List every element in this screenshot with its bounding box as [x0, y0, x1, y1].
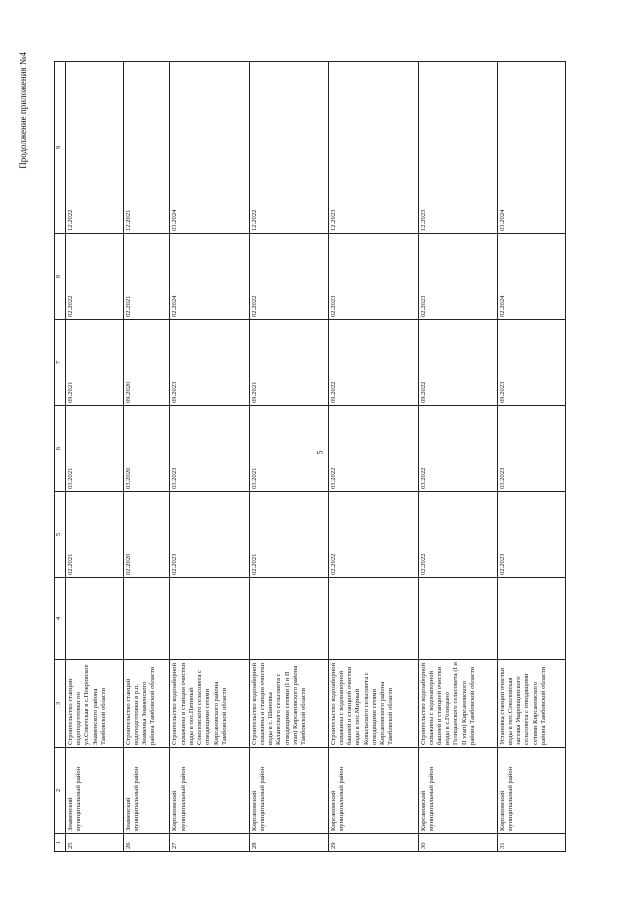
date-cell: 03.2021 — [249, 406, 328, 492]
date-cell: 12.2021 — [123, 62, 170, 234]
date-cell: 02.2022 — [249, 234, 328, 320]
row-number: 27 — [170, 834, 249, 852]
date-cell: 02.2024 — [170, 234, 249, 320]
header-cell: 8 — [55, 234, 66, 320]
date-cell: 02.2021 — [123, 234, 170, 320]
col4-cell — [66, 578, 124, 660]
row-number: 29 — [328, 834, 418, 852]
date-cell: 03.2022 — [418, 406, 497, 492]
row-number: 25 — [66, 834, 124, 852]
schedule-table — [54, 61, 566, 852]
date-cell: 03.2024 — [497, 62, 565, 234]
date-cell: 03.2020 — [123, 406, 170, 492]
document-area — [18, 52, 566, 852]
col4-cell — [328, 578, 418, 660]
table-row — [497, 62, 565, 852]
table-row — [418, 62, 497, 852]
date-cell: 09.2022 — [418, 320, 497, 406]
date-cell: 02.2023 — [418, 234, 497, 320]
rotated-table-page — [18, 52, 566, 852]
col4-cell — [249, 578, 328, 660]
date-cell: 02.2023 — [170, 492, 249, 578]
date-cell: 03.2021 — [66, 406, 124, 492]
district-cell: Кирсановский муниципальный район — [328, 748, 418, 834]
table-row — [123, 62, 170, 852]
table-row — [66, 62, 124, 852]
object-cell: Строительство станции водоподготовки по ул.Советская в с.Покровское Знаменского района Тамбовской области — [66, 660, 124, 748]
date-cell: 03.2022 — [328, 406, 418, 492]
date-cell: 02.2021 — [249, 492, 328, 578]
date-cell: 09.2022 — [328, 320, 418, 406]
date-cell: 12.2022 — [66, 62, 124, 234]
header-cell: 3 — [55, 660, 66, 748]
col4-cell — [170, 578, 249, 660]
object-cell: Установка станции очистки воды в пос.Соколовская застава Уваровщинского сельсовета с отводящими сетями Кирсановского района Тамбовской области — [497, 660, 565, 748]
row-number: 26 — [123, 834, 170, 852]
header-cell: 6 — [55, 406, 66, 492]
date-cell: 09.2023 — [497, 320, 565, 406]
district-cell: Кирсановский муниципальный район — [249, 748, 328, 834]
table-row — [249, 62, 328, 852]
object-cell: Строительство станций водоподготовки в р.п. Знаменка Знаменского района Тамбовской области — [123, 660, 170, 748]
date-cell: 03.2024 — [170, 62, 249, 234]
district-cell: Знаменский муниципальный район — [66, 748, 124, 834]
district-cell: Кирсановский муниципальный район — [170, 748, 249, 834]
header-cell: 9 — [55, 62, 66, 234]
appendix-caption: Продолжение приложения №4 — [18, 52, 28, 169]
header-cell: 4 — [55, 578, 66, 660]
row-number: 28 — [249, 834, 328, 852]
date-cell: 03.2023 — [170, 406, 249, 492]
date-cell: 03.2023 — [497, 406, 565, 492]
object-cell: Строительство водозаборной скважины с водонапорной башней и станцией очистки воды в с.Голицыно Голицынского сельсовета (I и II этап) Кирсановского района Тамбовской области — [418, 660, 497, 748]
row-number: 30 — [418, 834, 497, 852]
date-cell: 02.2020 — [123, 492, 170, 578]
col4-cell — [497, 578, 565, 660]
district-cell: Кирсановский муниципальный район — [418, 748, 497, 834]
date-cell: 09.2021 — [249, 320, 328, 406]
date-cell: 02.2022 — [418, 492, 497, 578]
col4-cell — [418, 578, 497, 660]
date-cell: 02.2023 — [328, 234, 418, 320]
date-cell: 12.2022 — [249, 62, 328, 234]
date-cell: 02.2022 — [66, 234, 124, 320]
district-cell: Кирсановский муниципальный район — [497, 748, 565, 834]
date-cell: 12.2023 — [418, 62, 497, 234]
date-cell: 09.2023 — [170, 320, 249, 406]
table-row — [328, 62, 418, 852]
date-cell: 02.2021 — [66, 492, 124, 578]
date-cell: 02.2023 — [497, 492, 565, 578]
table-row — [170, 62, 249, 852]
object-cell: Строительство водозаборной скважины с водонапорной башней и станцией очистки воды в пос.Мирный Ковыльского сельсовета с отводящими сетями Кирсановского района Тамбовской области — [328, 660, 418, 748]
header-cell: 7 — [55, 320, 66, 406]
date-cell: 12.2023 — [328, 62, 418, 234]
date-cell: 02.2024 — [497, 234, 565, 320]
object-cell: Строительство водозаборной скважины и станции очистки воды в пос.Пятиный Соколовского сельсовета с отводящими сетями Кирсановского района Тамбовской области — [170, 660, 249, 748]
date-cell: 09.2021 — [66, 320, 124, 406]
header-cell: 2 — [55, 748, 66, 834]
page-number: 5 — [315, 450, 325, 455]
object-cell: Строительство водозаборной скважины и станции очистки воды в с. Шиновка Калаисского сельсовета с отводящими сетями (I и II этап) Кирсановского района Тамбовской области — [249, 660, 328, 748]
header-cell: 1 — [55, 834, 66, 852]
date-cell: 02.2022 — [328, 492, 418, 578]
col4-cell — [123, 578, 170, 660]
table-header-row — [55, 62, 66, 852]
row-number: 31 — [497, 834, 565, 852]
header-cell: 5 — [55, 492, 66, 578]
date-cell: 09.2020 — [123, 320, 170, 406]
district-cell: Знаменский муниципальный район — [123, 748, 170, 834]
